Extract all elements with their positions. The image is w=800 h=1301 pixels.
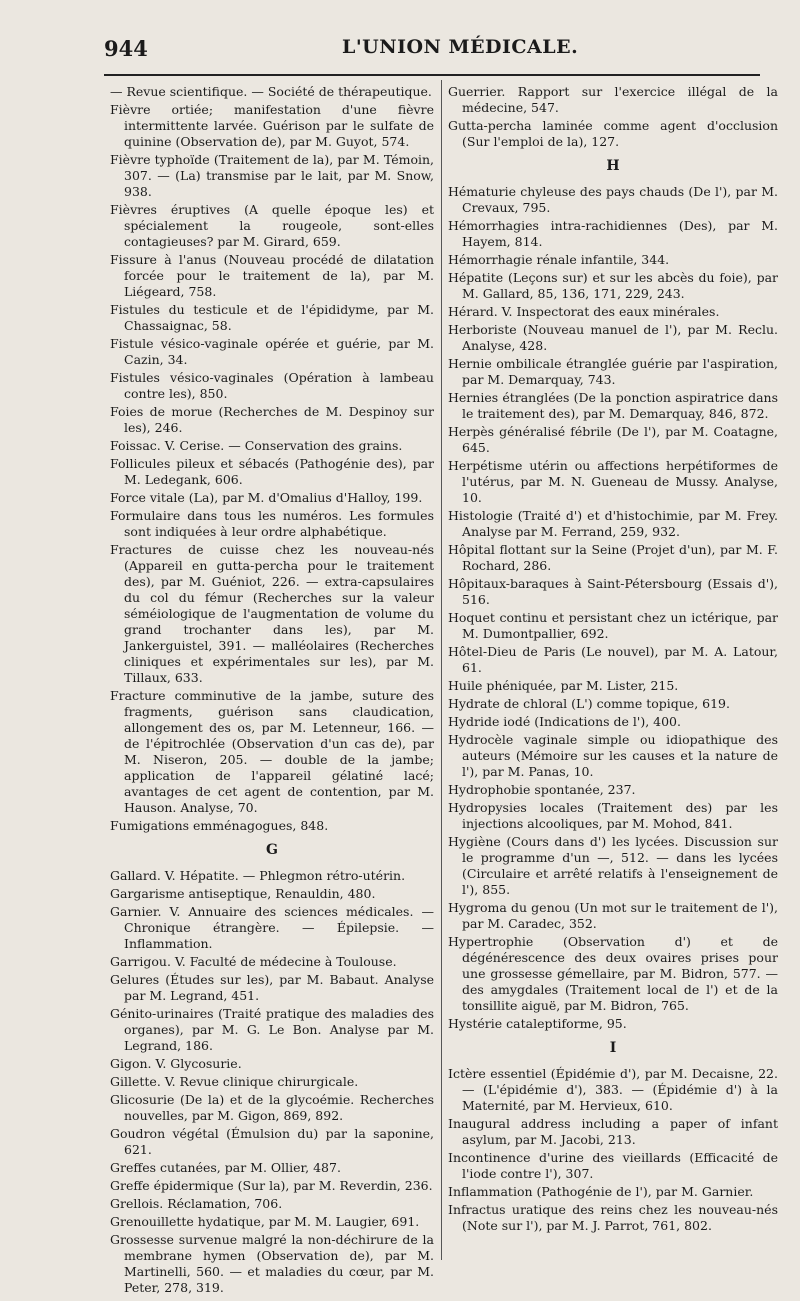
index-entry: Grellois. Réclamation, 706. — [110, 1196, 283, 1211]
index-entry: Foissac. V. Cerise. — Conservation des grains. — [110, 438, 403, 453]
header-rule — [104, 74, 760, 76]
section-letter-g: G — [266, 842, 278, 858]
index-entry: Fractures de cuisse chez les nouveau-nés (Appareil en gutta-percha pour le traitement des), par M. Guéniot, 226. — extra-capsulaires du col du fémur (Recherches sur la valeur séméiologique de l'augmentation de volume du grand trochanter dans les), par M. Jankerguistel, 391. — malléolaires (Recherches cliniques et expérimentales sur les), par M. Tillaux, 633. — [110, 542, 434, 685]
index-entry: Hydrophobie spontanée, 237. — [448, 782, 636, 797]
index-entry: Fistules du testicule et de l'épididyme, par M. Chassaignac, 58. — [110, 302, 434, 333]
index-entry: Hôtel-Dieu de Paris (Le nouvel), par M. A. Latour, 61. — [448, 644, 778, 675]
index-entry: Hémorrhagies intra-rachidiennes (Des), par M. Hayem, 814. — [448, 218, 778, 249]
index-entry: Hystérie cataleptiforme, 95. — [448, 1016, 627, 1031]
index-entry: Hémorrhagie rénale infantile, 344. — [448, 252, 670, 267]
left-column — [110, 84, 434, 1298]
index-entry: Infractus uratique des reins chez les nouveau-nés (Note sur l'), par M. J. Parrot, 761, 802. — [448, 1202, 778, 1233]
entries-i — [448, 1066, 778, 1234]
index-entry: Guerrier. Rapport sur l'exercice illégal de la médecine, 547. — [448, 84, 778, 115]
index-entry: Hernies étranglées (De la ponction aspiratrice dans le traitement des), par M. Demarquay, 846, 872. — [448, 390, 778, 421]
column-divider — [441, 80, 442, 1260]
index-entry: Hôpital flottant sur la Seine (Projet d'un), par M. F. Rochard, 286. — [448, 542, 778, 573]
index-entry: Greffes cutanées, par M. Ollier, 487. — [110, 1160, 341, 1175]
index-entry: Inflammation (Pathogénie de l'), par M. Garnier. — [448, 1184, 754, 1199]
journal-title: L'UNION MÉDICALE. — [342, 36, 579, 58]
index-entry: Hygiène (Cours dans d') les lycées. Discussion sur le programme d'un —, 512. — dans les lycées (Circulaire et arrêté relatifs à l'enseignement de l'), 855. — [448, 834, 778, 897]
index-entry: Gelures (Études sur les), par M. Babaut. Analyse par M. Legrand, 451. — [110, 972, 434, 1003]
right-column — [448, 84, 778, 1236]
index-entry: Hydride iodé (Indications de l'), 400. — [448, 714, 681, 729]
index-entry: Hypertrophie (Observation d') et de dégénérescence des deux ovaires prises pour une grossesse gémellaire, par M. Bidron, 577. — des amygdales (Traitement local de l') et de la tonsillite aiguë, par M. Bidron, 765. — [448, 934, 778, 1013]
index-entry: Fièvre ortiée; manifestation d'une fièvre intermittente larvée. Guérison par le sulfate de quinine (Observation de), par M. Guyot, 574. — [110, 102, 434, 149]
index-entry: Hépatite (Leçons sur) et sur les abcès du foie), par M. Gallard, 85, 136, 171, 229, 243. — [448, 270, 778, 301]
index-entry: Herpès généralisé fébrile (De l'), par M. Coatagne, 645. — [448, 424, 778, 455]
index-entry: Fumigations emménagogues, 848. — [110, 818, 329, 833]
index-entry: Grossesse survenue malgré la non-déchirure de la membrane hymen (Observation de), par M. Martinelli, 560. — et maladies du cœur, par M. Peter, 278, 319. — [110, 1232, 434, 1295]
index-entry: Hygroma du genou (Un mot sur le traitement de l'), par M. Caradec, 352. — [448, 900, 778, 931]
index-entry: Hernie ombilicale étranglée guérie par l'aspiration, par M. Demarquay, 743. — [448, 356, 778, 387]
index-entry: Ictère essentiel (Épidémie d'), par M. Decaisne, 22. — (L'épidémie d'), 383. — (Épidémie d') à la Maternité, par M. Hervieux, 610. — [448, 1066, 778, 1113]
index-entry: Fracture comminutive de la jambe, suture des fragments, guérison sans claudication, allongement des os, par M. Letenneur, 166. — de l'épitrochlée (Observation d'un cas de), par M. Niseron, 205. — double de la jambe; application de l'appareil gélatiné lacé; avantages de cet agent de contention, par M. Hauson. Analyse, 70. — [110, 688, 434, 815]
index-entry: Garnier. V. Annuaire des sciences médicales. — Chronique étrangère. — Épilepsie. — Inflammation. — [110, 904, 434, 951]
index-entry: Fissure à l'anus (Nouveau procédé de dilatation forcée pour le traitement de la), par M. Liégeard, 758. — [110, 252, 434, 299]
index-entry: Génito-urinaires (Traité pratique des maladies des organes), par M. G. Le Bon. Analyse par M. Legrand, 186. — [110, 1006, 434, 1053]
index-entry: Incontinence d'urine des vieillards (Efficacité de l'iode contre l'), 307. — [448, 1150, 778, 1181]
index-entry: Herboriste (Nouveau manuel de l'), par M. Reclu. Analyse, 428. — [448, 322, 778, 353]
index-entry: Hôpitaux-baraques à Saint-Pétersbourg (Essais d'), 516. — [448, 576, 778, 607]
entries-h — [448, 184, 778, 1032]
index-entry: Gutta-percha laminée comme agent d'occlusion (Sur l'emploi de la), 127. — [448, 118, 778, 149]
index-entry: Hérard. V. Inspectorat des eaux minérales. — [448, 304, 720, 319]
index-entry: Fistule vésico-vaginale opérée et guérie, par M. Cazin, 34. — [110, 336, 434, 367]
index-entry: Huile phéniquée, par M. Lister, 215. — [448, 678, 679, 693]
index-entry: Foies de morue (Recherches de M. Despinoy sur les), 246. — [110, 404, 434, 435]
index-entry: Greffe épidermique (Sur la), par M. Reverdin, 236. — [110, 1178, 433, 1193]
page-header — [104, 36, 754, 66]
index-entry: — Revue scientifique. — Société de thérapeutique. — [110, 84, 432, 99]
index-entry: Herpétisme utérin ou affections herpétiformes de l'utérus, par M. N. Gueneau de Mussy. Analyse, 10. — [448, 458, 778, 505]
index-entry: Goudron végétal (Émulsion du) par la saponine, 621. — [110, 1126, 434, 1157]
index-entry: Inaugural address including a paper of infant asylum, par M. Jacobi, 213. — [448, 1116, 778, 1147]
index-entry: Gillette. V. Revue clinique chirurgicale. — [110, 1074, 359, 1089]
index-entry: Fièvre typhoïde (Traitement de la), par M. Témoin, 307. — (La) transmise par le lait, par M. Snow, 938. — [110, 152, 434, 199]
index-entry: Gargarisme antiseptique, Renauldin, 480. — [110, 886, 376, 901]
index-entry: Gigon. V. Glycosurie. — [110, 1056, 242, 1071]
section-letter-h: H — [606, 158, 620, 174]
index-entry: Formulaire dans tous les numéros. Les formules sont indiquées à leur ordre alphabétique. — [110, 508, 434, 539]
page-number: 944 — [104, 36, 148, 61]
section-letter-i: I — [609, 1040, 617, 1056]
index-entry: Fièvres éruptives (A quelle époque les) et spécialement la rougeole, sont-elles contagieuses? par M. Girard, 659. — [110, 202, 434, 249]
index-entry: Follicules pileux et sébacés (Pathogénie des), par M. Ledegank, 606. — [110, 456, 434, 487]
entries-g — [110, 868, 434, 1296]
index-entry: Histologie (Traité d') et d'histochimie, par M. Frey. Analyse par M. Ferrand, 259, 932. — [448, 508, 778, 539]
index-entry: Hydropysies locales (Traitement des) par les injections alcooliques, par M. Mohod, 841. — [448, 800, 778, 831]
index-entry: Grenouillette hydatique, par M. M. Laugier, 691. — [110, 1214, 420, 1229]
index-entry: Glicosurie (De la) et de la glycoémie. Recherches nouvelles, par M. Gigon, 869, 892. — [110, 1092, 434, 1123]
index-entry: Force vitale (La), par M. d'Omalius d'Halloy, 199. — [110, 490, 423, 505]
index-entry: Hématurie chyleuse des pays chauds (De l'), par M. Crevaux, 795. — [448, 184, 778, 215]
index-entry: Gallard. V. Hépatite. — Phlegmon rétro-utérin. — [110, 868, 406, 883]
index-entry: Hoquet continu et persistant chez un ictérique, par M. Dumontpallier, 692. — [448, 610, 778, 641]
entries-g-continued — [448, 84, 778, 150]
entries-f — [110, 84, 434, 834]
index-entry: Hydrocèle vaginale simple ou idiopathique des auteurs (Mémoire sur les causes et la nature de l'), par M. Panas, 10. — [448, 732, 778, 779]
index-entry: Fistules vésico-vaginales (Opération à lambeau contre les), 850. — [110, 370, 434, 401]
index-entry: Garrigou. V. Faculté de médecine à Toulouse. — [110, 954, 397, 969]
index-entry: Hydrate de chloral (L') comme topique, 619. — [448, 696, 730, 711]
